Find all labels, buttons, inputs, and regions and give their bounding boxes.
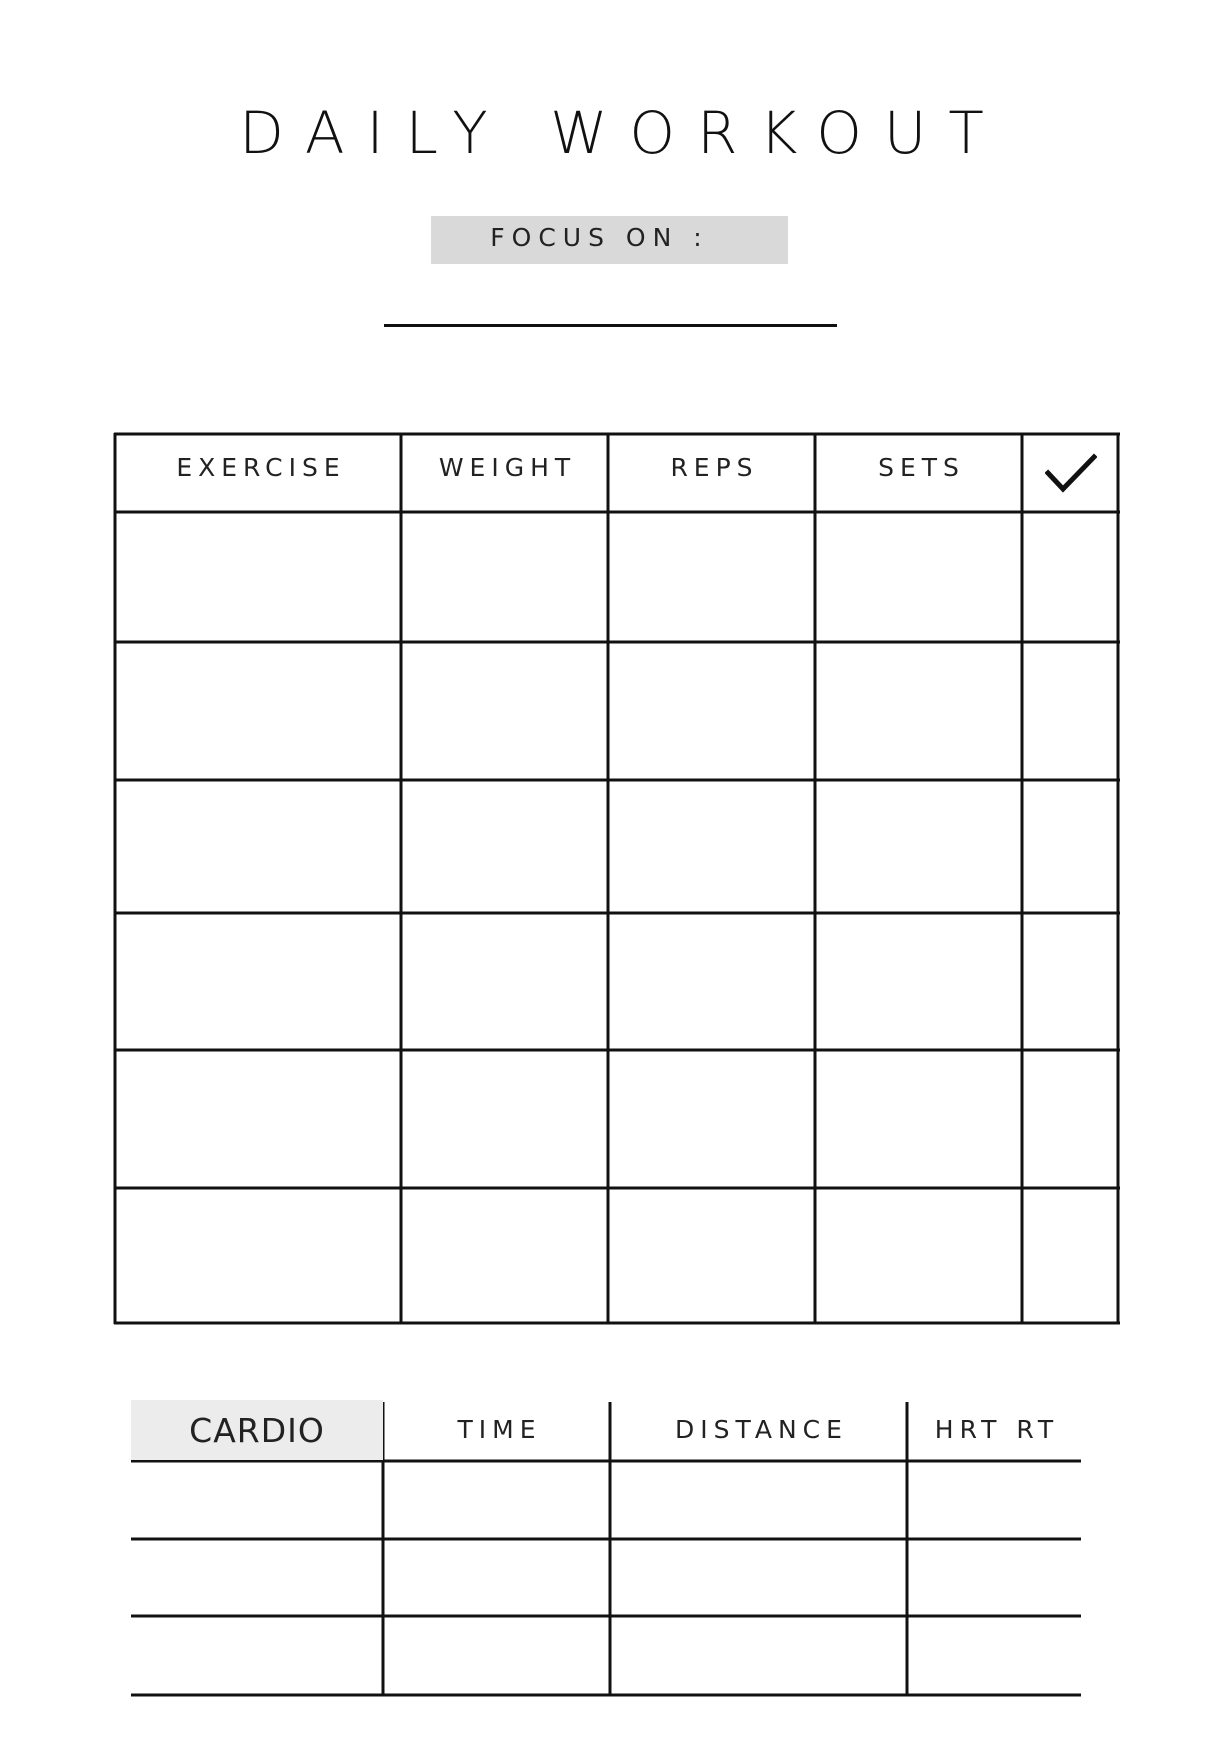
header-hrt-rt: HRT RT <box>934 1415 1060 1444</box>
time-cell[interactable] <box>385 1618 608 1693</box>
header-sets: SETS <box>878 453 965 482</box>
checkmark-icon <box>1045 453 1097 495</box>
done-checkbox[interactable] <box>1024 514 1116 640</box>
exercise-cell[interactable] <box>117 644 399 778</box>
exercise-cell[interactable] <box>117 782 399 911</box>
hrt-rt-cell[interactable] <box>909 1541 1079 1614</box>
header-exercise: EXERCISE <box>176 453 346 482</box>
reps-cell[interactable] <box>610 1190 813 1321</box>
exercise-cell[interactable] <box>117 1052 399 1186</box>
done-checkbox[interactable] <box>1024 1190 1116 1321</box>
exercise-cell[interactable] <box>117 915 399 1048</box>
time-cell[interactable] <box>385 1541 608 1614</box>
weight-cell[interactable] <box>403 514 606 640</box>
reps-cell[interactable] <box>610 782 813 911</box>
sets-cell[interactable] <box>817 514 1020 640</box>
sets-cell[interactable] <box>817 1190 1020 1321</box>
sets-cell[interactable] <box>817 1052 1020 1186</box>
time-cell[interactable] <box>385 1463 608 1537</box>
weight-cell[interactable] <box>403 1052 606 1186</box>
weight-cell[interactable] <box>403 915 606 1048</box>
reps-cell[interactable] <box>610 514 813 640</box>
distance-cell[interactable] <box>612 1541 905 1614</box>
exercise-cell[interactable] <box>117 1190 399 1321</box>
exercise-cell[interactable] <box>117 514 399 640</box>
cardio-label-box <box>131 1400 383 1460</box>
reps-cell[interactable] <box>610 915 813 1048</box>
activity-cell[interactable] <box>133 1618 381 1693</box>
header-reps: REPS <box>670 453 759 482</box>
weight-cell[interactable] <box>403 782 606 911</box>
distance-cell[interactable] <box>612 1618 905 1693</box>
sets-cell[interactable] <box>817 644 1020 778</box>
sets-cell[interactable] <box>817 782 1020 911</box>
reps-cell[interactable] <box>610 644 813 778</box>
header-time: TIME <box>457 1415 542 1444</box>
done-checkbox[interactable] <box>1024 915 1116 1048</box>
weight-cell[interactable] <box>403 644 606 778</box>
header-distance: DISTANCE <box>675 1415 848 1444</box>
page-title: DAILY WORKOUT <box>239 99 1006 167</box>
focus-label: FOCUS ON : <box>490 222 709 252</box>
distance-cell[interactable] <box>612 1463 905 1537</box>
focus-banner <box>431 216 788 264</box>
weight-cell[interactable] <box>403 1190 606 1321</box>
hrt-rt-cell[interactable] <box>909 1618 1079 1693</box>
header-weight: WEIGHT <box>438 453 577 482</box>
done-checkbox[interactable] <box>1024 1052 1116 1186</box>
reps-cell[interactable] <box>610 1052 813 1186</box>
focus-input-line[interactable] <box>384 324 837 327</box>
done-checkbox[interactable] <box>1024 644 1116 778</box>
done-checkbox[interactable] <box>1024 782 1116 911</box>
header-done <box>1024 436 1118 512</box>
hrt-rt-cell[interactable] <box>909 1463 1079 1537</box>
activity-cell[interactable] <box>133 1541 381 1614</box>
cardio-label: CARDIO <box>189 1410 325 1450</box>
sets-cell[interactable] <box>817 915 1020 1048</box>
activity-cell[interactable] <box>133 1463 381 1537</box>
